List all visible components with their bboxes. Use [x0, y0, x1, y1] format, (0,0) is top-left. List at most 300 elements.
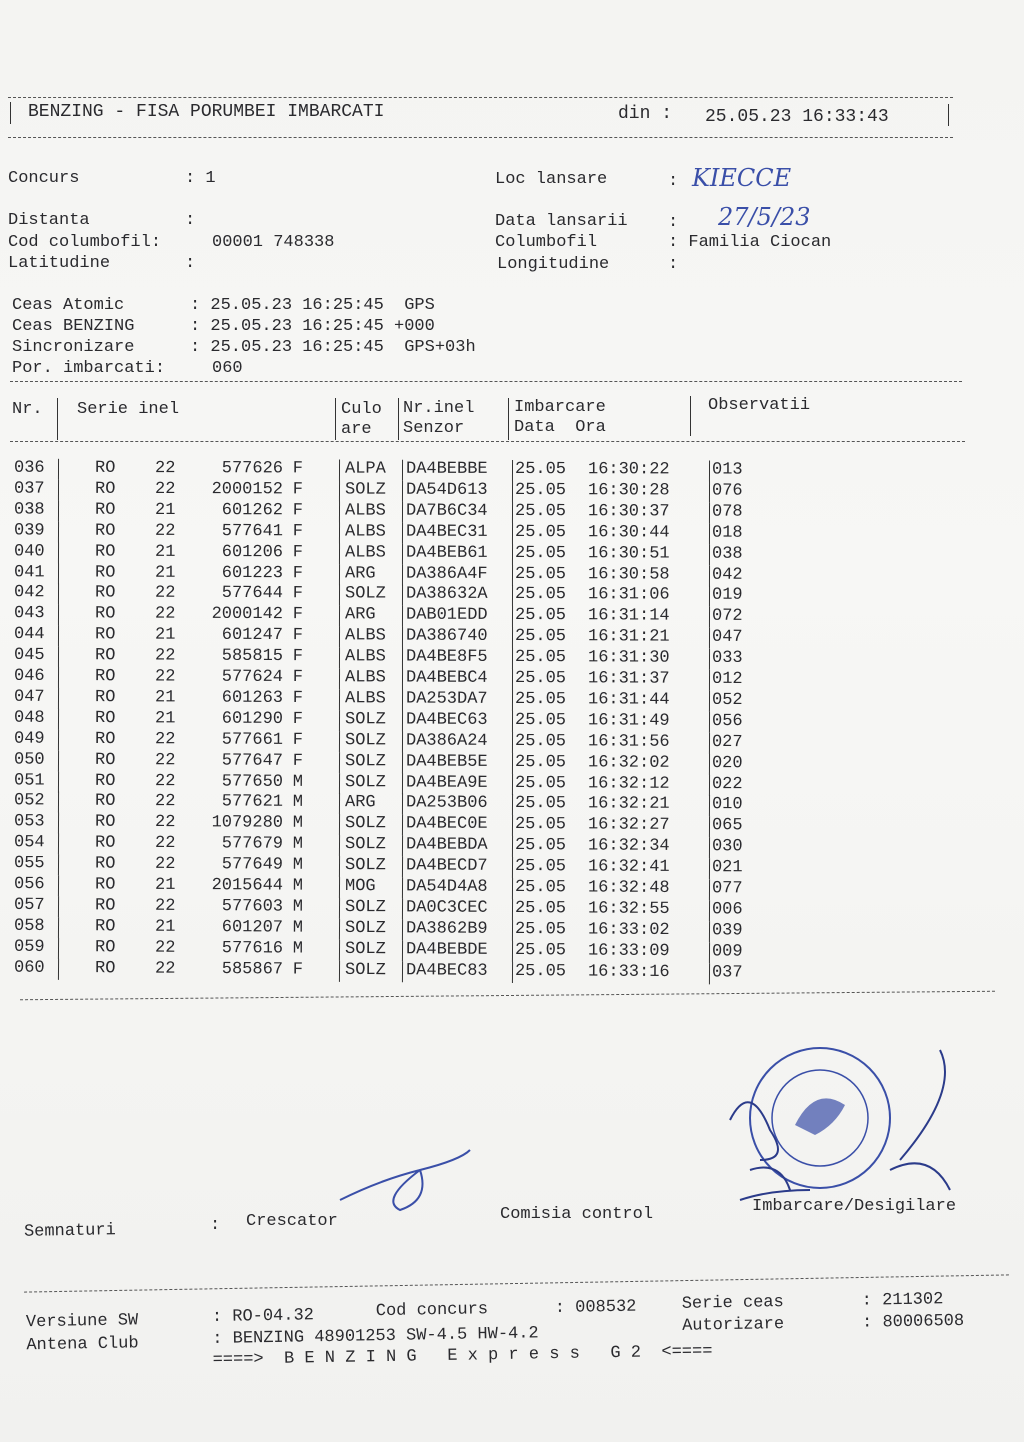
cell-nr: 058 — [13, 916, 45, 936]
cell-date: 25.05 — [514, 961, 567, 981]
cell-sex: F — [292, 688, 304, 708]
cell-ring: 577621 — [221, 792, 284, 813]
cell-sensor: DA253DA7 — [405, 689, 488, 709]
cell-obs: 072 — [711, 607, 743, 627]
sincronizare-label: Sincronizare — [12, 338, 135, 357]
cell-nr: 053 — [13, 812, 45, 832]
cell-color: SOLZ — [344, 772, 386, 792]
cell-date: 25.05 — [514, 878, 567, 898]
column-header-data-ora: Data Ora — [514, 418, 606, 437]
cell-sex: F — [292, 584, 304, 604]
cell-date: 25.05 — [514, 794, 567, 814]
cell-time: 16:32:27 — [587, 815, 670, 836]
cell-country: RO — [94, 812, 116, 833]
cell-sensor: DA4BEB5E — [405, 752, 488, 772]
cell-ring: 585815 — [221, 646, 284, 667]
cell-year: 22 — [154, 750, 176, 770]
porumbei-imbarcati-label: Por. imbarcati: — [12, 359, 166, 378]
cell-year: 22 — [154, 729, 176, 750]
cell-year: 22 — [154, 667, 176, 687]
cell-country: RO — [94, 583, 116, 603]
cell-color: SOLZ — [344, 480, 386, 500]
cell-color: ARG — [344, 563, 376, 584]
cell-ring: 577616 — [221, 938, 284, 959]
cell-country: RO — [94, 937, 116, 958]
cell-color: SOLZ — [344, 856, 386, 876]
cell-time: 16:31:30 — [587, 648, 670, 668]
cell-sensor: DA54D4A8 — [405, 877, 488, 897]
columbofil-value: : Familia Ciocan — [668, 233, 832, 252]
cell-sex: M — [292, 834, 304, 854]
cell-time: 16:32:55 — [587, 899, 670, 919]
semnaturi-label: Semnaturi — [23, 1221, 116, 1242]
colon: : — [210, 1216, 221, 1235]
cell-date: 25.05 — [514, 940, 567, 961]
cell-year: 22 — [154, 459, 176, 479]
cell-time: 16:31:37 — [587, 669, 670, 689]
cell-year: 22 — [154, 834, 176, 854]
cell-date: 25.05 — [514, 898, 567, 919]
cell-ring: 601207 — [221, 917, 284, 938]
cell-nr: 048 — [13, 708, 45, 728]
column-header-serie-inel: Serie inel — [77, 400, 180, 419]
cell-obs: 076 — [711, 481, 743, 501]
column-header-culoare-2: are — [341, 420, 372, 439]
cell-nr: 050 — [13, 750, 45, 770]
crescator-label: Crescator — [246, 1212, 338, 1231]
cell-color: SOLZ — [344, 897, 386, 918]
cell-ring: 577641 — [221, 521, 284, 541]
cell-ring: 601290 — [221, 709, 284, 729]
cell-date: 25.05 — [514, 857, 567, 877]
cell-color: ALPA — [344, 459, 386, 479]
cell-color: ALBS — [344, 689, 386, 709]
cell-date: 25.05 — [514, 919, 567, 940]
cell-obs: 078 — [711, 502, 743, 522]
cell-ring: 601247 — [221, 626, 284, 646]
cell-ring: 577644 — [221, 584, 284, 604]
cell-country: RO — [94, 458, 116, 478]
cell-date: 25.05 — [514, 501, 567, 521]
cell-obs: 056 — [711, 711, 743, 731]
cell-sensor: DA4BEB61 — [405, 543, 488, 563]
cell-sex: M — [292, 793, 304, 813]
cell-sex: F — [292, 626, 304, 646]
cell-sensor: DA4BEBC4 — [405, 668, 488, 688]
date-label: din : — [618, 104, 673, 124]
cell-time: 16:32:12 — [587, 773, 670, 794]
cell-sex: F — [292, 459, 304, 479]
loc-lansare-label: Loc lansare — [495, 170, 608, 189]
cell-time: 16:30:44 — [587, 522, 670, 543]
cell-year: 22 — [154, 959, 176, 979]
cell-country: RO — [94, 729, 116, 749]
cell-year: 22 — [154, 584, 176, 604]
cell-color: ALBS — [344, 543, 386, 563]
cell-nr: 060 — [13, 958, 45, 978]
cell-nr: 038 — [13, 500, 45, 520]
cell-ring: 601206 — [221, 542, 284, 562]
column-header-imbarcare: Imbarcare — [514, 398, 606, 417]
benzing-express-banner: ====> B E N Z I N G E x p r e s s G 2 <==== — [212, 1342, 713, 1371]
cell-sensor: DAB01EDD — [405, 605, 488, 626]
cell-country: RO — [94, 500, 116, 520]
cell-time: 16:32:34 — [587, 836, 670, 857]
cell-time: 16:31:44 — [587, 690, 670, 710]
porumbei-imbarcati-value: 060 — [212, 359, 243, 378]
cell-sensor: DA7B6C34 — [405, 501, 488, 521]
cell-date: 25.05 — [514, 606, 567, 626]
sincronizare-value: : 25.05.23 16:25:45 GPS+03h — [190, 338, 476, 357]
data-lansarii-label: Data lansarii — [495, 212, 628, 231]
cell-sex: F — [292, 605, 304, 625]
cell-country: RO — [94, 896, 116, 916]
cell-color: SOLZ — [344, 584, 386, 604]
ceas-benzing-label: Ceas BENZING — [12, 317, 135, 336]
cell-year: 22 — [154, 771, 176, 791]
cell-color: ARG — [344, 605, 376, 625]
cell-date: 25.05 — [514, 731, 567, 751]
cell-country: RO — [94, 563, 116, 583]
cell-obs: 027 — [711, 732, 743, 752]
data-lansarii-handwritten: 27/5/23 — [718, 203, 811, 231]
cell-year: 22 — [154, 479, 176, 499]
cell-ring: 577661 — [221, 730, 284, 750]
cell-ring: 2015644 — [211, 876, 284, 896]
serie-ceas-value: : 211302 — [861, 1290, 944, 1311]
cod-columbofil-value: 00001 748338 — [212, 233, 335, 252]
cell-nr: 039 — [13, 521, 45, 541]
cell-date: 25.05 — [514, 836, 567, 856]
latitudine-value: : — [185, 254, 196, 273]
cell-time: 16:32:48 — [587, 878, 670, 898]
cell-ring: 2000142 — [211, 605, 284, 625]
cell-obs: 009 — [711, 942, 743, 962]
cell-time: 16:32:21 — [587, 794, 670, 815]
cell-country: RO — [94, 604, 116, 624]
cod-columbofil-label: Cod columbofil: — [8, 233, 162, 252]
cell-year: 22 — [154, 521, 176, 541]
cell-obs: 018 — [711, 523, 743, 543]
cell-nr: 059 — [13, 937, 45, 957]
colon: : — [668, 213, 679, 232]
imbarcare-desigilare-label: Imbarcare/Desigilare — [752, 1197, 957, 1216]
cell-nr: 041 — [13, 562, 45, 582]
cell-sex: M — [292, 772, 304, 792]
column-header-observatii: Observatii — [708, 396, 811, 415]
cell-year: 21 — [154, 917, 176, 937]
cell-obs: 038 — [711, 544, 743, 564]
cell-sensor: DA4BEC0E — [405, 814, 488, 835]
cell-obs: 021 — [711, 858, 743, 878]
cell-sensor: DA54D613 — [405, 480, 488, 500]
versiune-sw-label: Versiune SW — [25, 1311, 139, 1333]
cell-sex: F — [292, 501, 304, 521]
cell-year: 21 — [154, 875, 176, 895]
cell-country: RO — [94, 792, 116, 812]
columbofil-label: Columbofil — [495, 233, 598, 252]
cell-year: 21 — [154, 709, 176, 729]
ceas-benzing-value: : 25.05.23 16:25:45 +000 — [190, 317, 435, 336]
cell-ring: 577650 — [221, 771, 284, 792]
cell-country: RO — [94, 479, 116, 499]
cell-ring: 577647 — [221, 751, 284, 771]
cell-time: 16:30:58 — [587, 564, 670, 585]
column-header-senzor: Senzor — [403, 419, 465, 438]
cell-nr: 047 — [13, 687, 45, 707]
cell-date: 25.05 — [514, 460, 567, 480]
cell-date: 25.05 — [514, 480, 567, 501]
cell-ring: 601263 — [221, 688, 284, 708]
cell-country: RO — [94, 958, 116, 978]
cell-obs: 033 — [711, 648, 743, 669]
cell-time: 16:33:09 — [587, 941, 670, 961]
cell-color: SOLZ — [344, 960, 386, 980]
cell-nr: 049 — [13, 729, 45, 749]
cell-color: SOLZ — [344, 918, 386, 938]
cell-date: 25.05 — [514, 689, 567, 710]
cell-time: 16:30:22 — [587, 460, 670, 480]
cell-nr: 044 — [13, 625, 45, 645]
cell-sensor: DA4BEBDA — [405, 835, 488, 856]
cell-date: 25.05 — [514, 773, 567, 793]
cell-sensor: DA3862B9 — [405, 919, 488, 939]
cell-time: 16:31:21 — [587, 627, 670, 647]
cell-year: 22 — [154, 813, 176, 833]
cell-time: 16:32:41 — [587, 857, 670, 878]
cell-nr: 054 — [13, 833, 45, 853]
cell-ring: 1079280 — [211, 813, 284, 834]
cell-sex: F — [292, 751, 304, 771]
cell-nr: 056 — [13, 874, 45, 895]
cell-obs: 037 — [711, 962, 743, 983]
cell-time: 16:30:51 — [587, 543, 670, 564]
cell-country: RO — [94, 917, 116, 937]
cell-country: RO — [94, 542, 116, 562]
cell-color: ALBS — [344, 501, 386, 521]
cell-date: 25.05 — [514, 585, 567, 605]
cell-sex: F — [292, 668, 304, 688]
cell-nr: 045 — [13, 646, 45, 666]
cell-sensor: DA4BECD7 — [405, 856, 488, 876]
loc-lansare-handwritten: KIECCE — [692, 164, 792, 192]
date-value: 25.05.23 16:33:43 — [705, 107, 889, 127]
cell-country: RO — [94, 750, 116, 770]
cell-date: 25.05 — [514, 627, 567, 647]
latitudine-label: Latitudine — [8, 254, 111, 273]
ceas-atomic-label: Ceas Atomic — [12, 296, 125, 315]
cell-year: 22 — [154, 604, 176, 625]
cell-sensor: DA0C3CEC — [405, 898, 488, 918]
cell-sensor: DA4BEA9E — [405, 772, 488, 793]
cell-country: RO — [94, 854, 116, 874]
cell-sex: F — [292, 563, 304, 583]
cell-date: 25.05 — [514, 669, 567, 689]
cell-obs: 012 — [711, 669, 743, 690]
cell-sensor: DA4BEBDE — [405, 939, 488, 960]
cell-sex: F — [292, 960, 304, 980]
cell-obs: 047 — [711, 627, 743, 648]
ceas-atomic-value: : 25.05.23 16:25:45 GPS — [190, 296, 435, 315]
cell-sex: M — [292, 939, 304, 959]
cell-obs: 030 — [711, 837, 743, 857]
cell-color: SOLZ — [344, 710, 386, 730]
cell-country: RO — [94, 646, 116, 666]
cell-color: SOLZ — [344, 835, 386, 855]
cell-date: 25.05 — [514, 522, 567, 542]
cell-sensor: DA386740 — [405, 626, 488, 647]
versiune-sw-value: : RO-04.32 — [211, 1306, 315, 1328]
cell-date: 25.05 — [514, 564, 567, 584]
cell-sex: F — [292, 709, 304, 729]
cell-country: RO — [94, 771, 116, 791]
cell-sensor: DA253B06 — [405, 793, 488, 814]
cell-ring: 601223 — [221, 563, 284, 583]
cell-country: RO — [94, 521, 116, 541]
cell-time: 16:30:28 — [587, 481, 670, 501]
cell-year: 21 — [154, 688, 176, 708]
cell-year: 21 — [154, 625, 176, 645]
cell-nr: 036 — [13, 458, 45, 478]
cell-country: RO — [94, 667, 116, 687]
cell-sensor: DA4BEC31 — [405, 522, 488, 542]
cell-color: ALBS — [344, 647, 386, 667]
cell-nr: 051 — [13, 770, 45, 791]
cell-time: 16:31:06 — [587, 585, 670, 605]
serie-ceas-label: Serie ceas — [681, 1293, 784, 1314]
cell-ring: 601262 — [221, 500, 284, 521]
longitudine-value: : — [668, 255, 679, 274]
cell-nr: 055 — [13, 854, 45, 874]
cell-sensor: DA4BEC63 — [405, 710, 488, 730]
cell-nr: 052 — [13, 791, 45, 811]
cell-ring: 585867 — [221, 959, 284, 980]
cell-sensor: DA4BEBBE — [405, 459, 488, 479]
cell-ring: 2000152 — [211, 480, 284, 500]
cell-sensor: DA4BE8F5 — [405, 647, 488, 667]
colon: : — [668, 172, 679, 191]
cell-obs: 020 — [711, 753, 743, 773]
cell-year: 22 — [154, 854, 176, 875]
cell-time: 16:31:14 — [587, 606, 670, 626]
cell-time: 16:30:37 — [587, 502, 670, 522]
cell-sex: F — [292, 542, 304, 562]
cell-sex: F — [292, 730, 304, 750]
cell-year: 22 — [154, 938, 176, 958]
cell-nr: 040 — [13, 541, 45, 562]
concurs-value: : 1 — [185, 169, 216, 188]
cell-year: 21 — [154, 542, 176, 562]
cell-nr: 037 — [13, 479, 45, 499]
distanta-value: : — [185, 211, 196, 230]
cell-country: RO — [94, 625, 116, 645]
cell-nr: 046 — [13, 666, 45, 686]
cell-year: 22 — [154, 896, 176, 916]
cell-color: ALBS — [344, 668, 386, 688]
cell-date: 25.05 — [514, 752, 567, 772]
antena-club-label: Antena Club — [26, 1334, 139, 1356]
cell-country: RO — [94, 833, 116, 853]
cell-nr: 043 — [13, 604, 45, 624]
cell-sex: M — [292, 918, 304, 938]
cell-ring: 577624 — [221, 667, 284, 688]
cell-time: 16:33:16 — [587, 962, 670, 982]
cell-year: 21 — [154, 500, 176, 520]
cell-obs: 065 — [711, 816, 743, 836]
cell-country: RO — [94, 708, 116, 728]
column-header-nr-inel: Nr.inel — [403, 399, 475, 418]
cell-time: 16:32:02 — [587, 752, 670, 773]
cell-date: 25.05 — [514, 648, 567, 668]
cell-sensor: DA386A24 — [405, 731, 488, 751]
cell-sensor: DA4BEC83 — [405, 960, 488, 981]
cell-sex: M — [292, 855, 304, 875]
cell-sensor: DA38632A — [405, 585, 488, 605]
cell-date: 25.05 — [514, 710, 567, 731]
cell-color: SOLZ — [344, 730, 386, 751]
cell-sensor: DA386A4F — [405, 564, 488, 584]
cell-year: 21 — [154, 563, 176, 583]
cell-time: 16:33:02 — [587, 920, 670, 940]
column-header-nr: Nr. — [12, 400, 43, 419]
cell-obs: 042 — [711, 565, 743, 585]
antena-club-value: : BENZING 48901253 SW-4.5 HW-4.2 — [212, 1324, 539, 1350]
cell-year: 22 — [154, 792, 176, 812]
cell-color: ALBS — [344, 522, 386, 542]
cell-ring: 577679 — [221, 834, 284, 854]
autorizare-label: Autorizare — [681, 1315, 785, 1336]
cell-nr: 042 — [13, 583, 45, 603]
cell-time: 16:31:56 — [587, 732, 670, 752]
cell-country: RO — [94, 687, 116, 708]
comisia-control-label: Comisia control — [500, 1205, 654, 1224]
longitudine-label: Longitudine — [497, 255, 610, 274]
cell-country: RO — [94, 875, 116, 895]
cell-obs: 022 — [711, 774, 743, 794]
cell-sex: F — [292, 647, 304, 667]
cell-color: SOLZ — [344, 939, 386, 959]
cell-date: 25.05 — [514, 543, 567, 563]
cell-date: 25.05 — [514, 815, 567, 835]
cell-obs: 077 — [711, 879, 743, 899]
cell-obs: 013 — [711, 460, 743, 480]
cell-ring: 577603 — [221, 897, 284, 917]
cell-year: 22 — [154, 646, 176, 666]
column-header-culoare: Culo — [341, 400, 382, 419]
cell-obs: 052 — [711, 690, 743, 710]
cell-color: ALBS — [344, 626, 386, 646]
cell-time: 16:31:49 — [587, 711, 670, 731]
cell-sex: F — [292, 521, 304, 542]
concurs-label: Concurs — [8, 169, 80, 188]
cell-nr: 057 — [13, 895, 45, 915]
cell-obs: 039 — [711, 921, 743, 941]
cell-color: SOLZ — [344, 751, 386, 771]
cell-sex: F — [292, 480, 304, 500]
cell-color: MOG — [344, 876, 376, 897]
document-title: BENZING - FISA PORUMBEI IMBARCATI — [28, 102, 385, 122]
autorizare-value: : 80006508 — [861, 1311, 965, 1333]
cell-obs: 006 — [711, 900, 743, 920]
cell-sex: M — [292, 876, 304, 896]
cell-ring: 577649 — [221, 855, 284, 875]
distanta-label: Distanta — [8, 211, 90, 230]
cell-ring: 577626 — [221, 459, 284, 479]
cell-obs: 010 — [711, 795, 743, 815]
cell-sex: M — [292, 897, 304, 917]
cell-color: SOLZ — [344, 814, 386, 834]
cell-sex: M — [292, 814, 304, 834]
